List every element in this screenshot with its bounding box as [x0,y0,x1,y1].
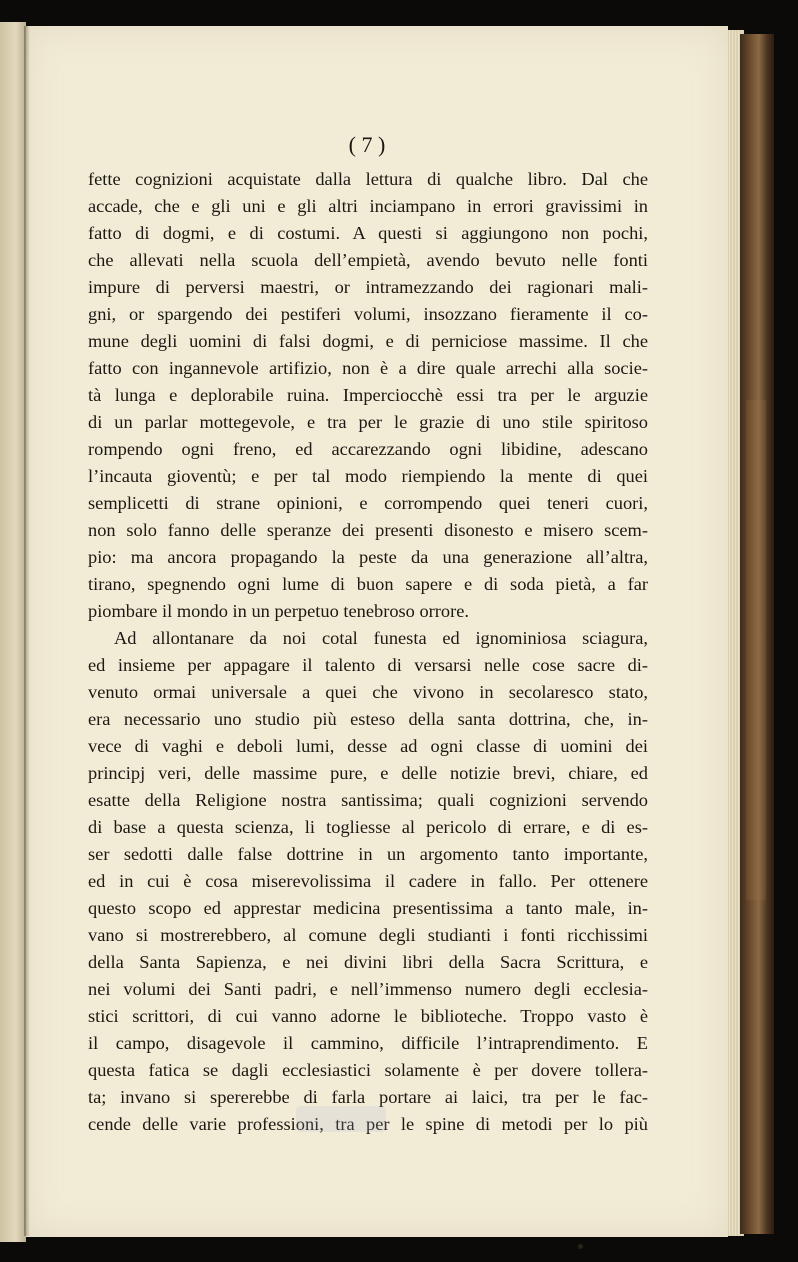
text-line: impure di perversi maestri, or intramezzando dei ragionari mali- [88,277,648,297]
text-line: venuto ormai universale a quei che vivono in secolaresco stato, [88,682,648,702]
text-line: ser sedotti dalle false dottrine in un argomento tanto importante, [88,844,648,864]
text-line: il campo, disagevole il cammino, difficile l’intraprendimento. E [88,1033,648,1053]
facing-page-edge [0,22,26,1242]
text-line: vano si mostrerebbero, al comune degli studianti i fonti ricchissimi [88,925,648,945]
page-number: ( 7 ) [348,132,386,157]
ink-stain [296,1106,386,1132]
text-line: questa fatica se dagli ecclesiastici solamente è per dovere tollera- [88,1060,648,1080]
text-line: non solo fanno delle speranze dei presenti disonesto e misero scem- [88,520,648,540]
text-line: nei volumi dei Santi padri, e nell’immenso numero degli ecclesia- [88,979,648,999]
text-line: principj veri, delle massime pure, e delle notizie brevi, chiare, ed [88,763,648,783]
text-line: mune degli uomini di falsi dogmi, e di perniciose massime. Il che [88,331,648,351]
text-line: gni, or spargendo dei pestiferi volumi, insozzano fieramente il co- [88,304,648,324]
gutter-shadow [24,26,30,1236]
text-line: ed in cui è cosa miserevolissima il cadere in fallo. Per ottenere [88,871,648,891]
text-line: cende delle varie professioni, tra per le spine di metodi per lo più [88,1114,648,1134]
text-line: tà lunga e deplorabile ruina. Imperciocchè essi tra per le arguzie [88,385,648,405]
text-line: che allevati nella scuola dell’empietà, avendo bevuto nelle fonti [88,250,648,270]
text-line: fatto con ingannevole artifizio, non è a dire quale arrechi alla socie- [88,358,648,378]
text-line: della Santa Sapienza, e nei divini libri della Sacra Scrittura, e [88,952,648,972]
text-line: vece di vaghi e deboli lumi, desse ad ogni classe di uomini dei [88,736,648,756]
paper-speck [578,1244,583,1249]
paragraph-start-line: Ad allontanare da noi cotal funesta ed ignominiosa sciagura, [114,628,648,648]
text-line: di un parlar mottegevole, e tra per le grazie di uno stile spiritoso [88,412,648,432]
text-line: di base a questa scienza, li togliesse al pericolo di errare, e di es- [88,817,648,837]
book-page [26,26,728,1237]
text-line: pio: ma ancora propagando la peste da una generazione all’altra, [88,547,648,567]
text-line: stici scrittori, di cui vanno adorne le biblioteche. Troppo vasto è [88,1006,648,1026]
text-line: questo scopo ed apprestar medicina presentissima a tanto male, in- [88,898,648,918]
text-line: esatte della Religione nostra santissima; quali cognizioni servendo [88,790,648,810]
text-line: era necessario uno studio più esteso della santa dottrina, che, in- [88,709,648,729]
text-line: semplicetti di strane opinioni, e corrompendo quei teneri cuori, [88,493,648,513]
text-line: tirano, spegnendo ogni lume di buon sapere e di soda pietà, a far [88,574,648,594]
paragraph-end-line: piombare il mondo in un perpetuo tenebroso orrore. [88,601,469,621]
page-text [88,166,648,1138]
text-line: ed insieme per appagare il talento di versarsi nelle cose sacre di- [88,655,648,675]
text-line: accade, che e gli uni e gli altri inciampano in errori gravissimi in [88,196,648,216]
text-line: ta; invano si spererebbe di farla portare ai laici, tra per le fac- [88,1087,648,1107]
binding-wear [746,400,766,900]
text-line: l’incauta gioventù; e per tal modo riempiendo la mente di quei [88,466,648,486]
text-line: fatto di dogmi, e di costumi. A questi si aggiungono non pochi, [88,223,648,243]
text-line: rompendo ogni freno, ed accarezzando ogni libidine, adescano [88,439,648,459]
text-line: fette cognizioni acquistate dalla lettura di qualche libro. Dal che [88,169,648,189]
